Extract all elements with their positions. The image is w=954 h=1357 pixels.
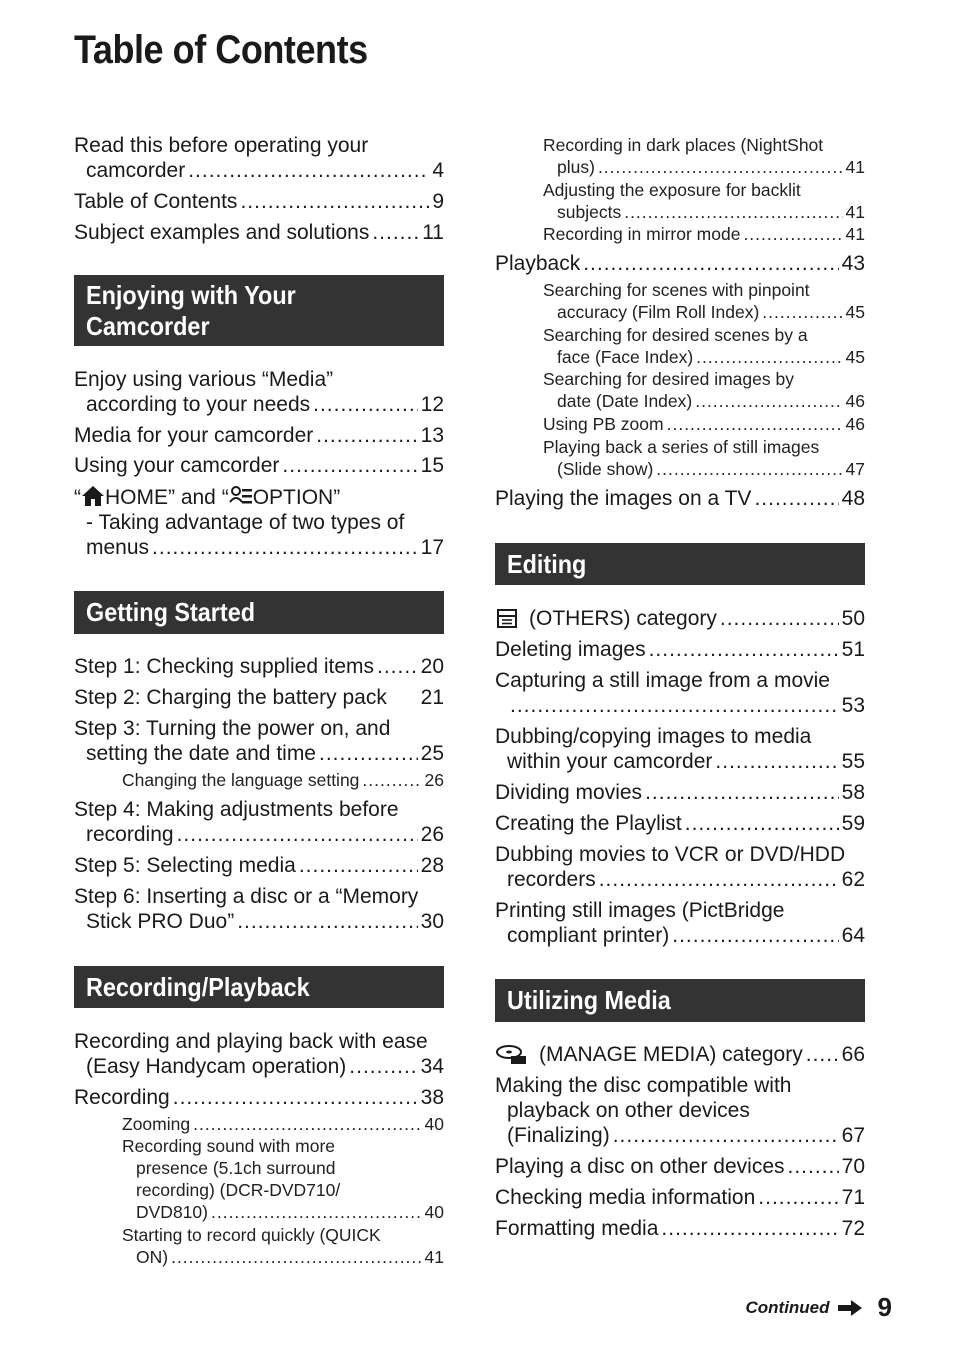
toc-entry[interactable]: Read this before operating your camcorder ..... 4 [74,133,444,183]
page-ref: 12 [420,393,444,416]
toc-entry[interactable]: (OTHERS) category ..... 50 [495,606,865,631]
page-ref: 70 [841,1155,865,1178]
page-ref: 47 [845,459,865,479]
page-ref: 13 [420,424,444,447]
arrow-right-icon [838,1300,862,1316]
toc-entry[interactable]: Step 1: Checking supplied items ..... 20 [74,654,444,679]
page-ref: 46 [845,414,865,434]
toc-subentry[interactable]: Starting to record quickly (QUICK ON) ..... 41 [122,1224,444,1268]
toc-entry[interactable]: Recording ..... 38 [74,1085,444,1110]
page-ref: 71 [841,1186,865,1209]
others-icon [495,608,519,630]
toc-entry[interactable]: Deleting images ..... 51 [495,637,865,662]
toc-subentry[interactable]: Recording in mirror mode ..... 41 [543,223,865,245]
page-ref: 20 [420,655,444,678]
toc-entry[interactable]: Dubbing movies to VCR or DVD/HDD recorders ..... 62 [495,842,865,892]
page-ref: 43 [841,252,865,275]
page-ref: 40 [424,1114,444,1134]
option-icon [229,485,253,507]
toc-entry[interactable]: (MANAGE MEDIA) category ..... 66 [495,1042,865,1067]
page-ref: 40 [424,1202,444,1222]
section-header-editing: Editing [495,543,865,585]
toc-entry[interactable]: Playing a disc on other devices ..... 70 [495,1154,865,1179]
page-ref: 59 [841,812,865,835]
page-ref: 55 [841,750,865,773]
toc-entry[interactable]: Formatting media ..... 72 [495,1216,865,1241]
page-ref: 41 [845,157,865,177]
page-ref: 48 [841,487,865,510]
toc-subentry[interactable]: Zooming ..... 40 [122,1113,444,1135]
toc-entry[interactable]: Checking media information ..... 71 [495,1185,865,1210]
toc-entry[interactable]: Media for your camcorder ..... 13 [74,423,444,448]
page-ref: 58 [841,781,865,804]
toc-entry[interactable]: Dividing movies ..... 58 [495,780,865,805]
page-ref: 51 [841,638,865,661]
toc-subentry[interactable]: Adjusting the exposure for backlit subjects ..... 41 [543,179,865,223]
toc-subentry[interactable]: Playing back a series of still images (Slide show) ..... 47 [543,436,865,480]
toc-subentry[interactable]: Changing the language setting ..... 26 [122,769,444,791]
page-ref: 21 [420,686,444,709]
page-ref: 15 [420,454,444,477]
page-ref: 30 [420,910,444,933]
toc-subentry[interactable]: Searching for desired scenes by a face (Face Index) ..... 45 [543,324,865,368]
page-ref: 53 [841,694,865,717]
page-ref: 38 [420,1086,444,1109]
page-ref: 11 [422,221,444,244]
section-header-recording-playback: Recording/Playback [74,966,444,1008]
page-ref: 26 [424,770,444,790]
page-ref: 45 [845,347,865,367]
page-ref: 41 [845,224,865,244]
page-ref: 64 [841,924,865,947]
toc-entry-text: Read this before operating your [74,134,369,157]
page-ref: 62 [841,868,865,891]
section-header-getting-started: Getting Started [74,591,444,634]
page-ref: 4 [432,159,444,182]
page-ref: 17 [420,536,444,559]
toc-subentry[interactable]: Recording in dark places (NightShot plus) ..... 41 [543,134,865,178]
toc-entry[interactable]: Creating the Playlist ..... 59 [495,811,865,836]
page-ref: 45 [845,302,865,322]
toc-subentry[interactable]: Using PB zoom ..... 46 [543,413,865,435]
page-ref: 41 [845,202,865,222]
page-number: 9 [877,1292,892,1322]
page-ref: 67 [841,1124,865,1147]
toc-entry[interactable]: Step 4: Making adjustments before recording ..... 26 [74,797,444,847]
toc-entry[interactable]: Recording and playing back with ease (Easy Handycam operation) ..... 34 [74,1029,444,1079]
page-ref: 28 [420,854,444,877]
toc-entry[interactable]: Enjoy using various “Media” according to your needs ..... 12 [74,367,444,417]
section-header-utilizing-media: Utilizing Media [495,979,865,1022]
page-footer [745,1292,892,1323]
toc-entry[interactable]: Step 3: Turning the power on, and setting the date and time ..... 25 [74,716,444,766]
toc-entry[interactable]: Capturing a still image from a movie ..... 53 [495,668,865,718]
page-ref: 9 [432,190,444,213]
toc-subentry[interactable]: Recording sound with more presence (5.1ch surround recording) (DCR-DVD710/ DVD810) ..... 40 [122,1135,444,1223]
page-ref: 66 [841,1043,865,1066]
section-header-enjoying: Enjoying with Your Camcorder [74,275,444,346]
toc-entry[interactable]: Step 5: Selecting media ..... 28 [74,853,444,878]
page-title: Table of Contents [74,28,368,72]
manage-media-icon [495,1044,529,1066]
toc-entry[interactable]: Making the disc compatible with playback on other devices (Finalizing) ..... 67 [495,1073,865,1148]
page-ref: 41 [424,1247,444,1267]
continued-label: Continued [745,1297,830,1317]
toc-entry[interactable]: Playing the images on a TV ..... 48 [495,486,865,511]
toc-entry[interactable]: Printing still images (PictBridge compliant printer) ..... 64 [495,898,865,948]
page-ref: 25 [420,742,444,765]
page-ref: 46 [845,391,865,411]
toc-entry[interactable]: Subject examples and solutions ..... 11 [74,220,444,245]
toc-entry[interactable]: Step 2: Charging the battery pack 21 [74,686,444,709]
page-ref: 72 [841,1217,865,1240]
toc-entry[interactable]: Dubbing/copying images to media within your camcorder ..... 55 [495,724,865,774]
home-icon [81,485,105,507]
toc-entry[interactable]: Table of Contents ..... 9 [74,189,444,214]
toc-entry[interactable]: Step 6: Inserting a disc or a “Memory Stick PRO Duo” ..... 30 [74,884,444,934]
page-ref: 34 [420,1055,444,1078]
toc-entry[interactable]: Playback ..... 43 [495,251,865,276]
page-ref: 50 [841,607,865,630]
page-ref: 26 [420,823,444,846]
toc-subentry[interactable]: Searching for desired images by date (Date Index) ..... 46 [543,368,865,412]
toc-subentry[interactable]: Searching for scenes with pinpoint accuracy (Film Roll Index) ..... 45 [543,279,865,323]
toc-entry[interactable]: “ HOME” and “ OPTION” - Taking advantage of two types of menus ..... 17 [74,485,444,560]
toc-entry[interactable]: Using your camcorder ..... 15 [74,453,444,478]
